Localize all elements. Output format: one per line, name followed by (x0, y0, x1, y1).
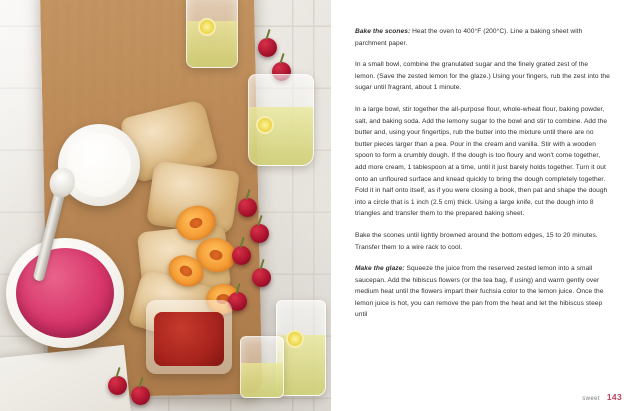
cherry (252, 268, 271, 287)
cherry (232, 246, 251, 265)
recipe-paragraph (355, 230, 610, 253)
paragraph-text: Heat the oven to 400°F (200°C). Line a baking sheet with parchment paper. (355, 28, 583, 47)
cherry (131, 386, 150, 405)
cream-bowl (58, 124, 140, 206)
paragraph-text: In a large bowl, stir together the all-purpose flour, whole-wheat flour, baking powder, salt, and baking soda. Add the lemony sugar to the bowl and stir to combine. Add the butter and, using your fingertips, rub the butter into the mixture until there are no butter pieces larger than a pea. Pour in the cream and vanilla. Stir with a wooden spoon to form a crumbly dough. If the dough is too floury and won't come together, add more cream, 1 tablespoon at a time, until it just barely holds together. Turn it out onto an unfloured surface and knead quickly to bring the dough completely together. Fold it in half onto itself, as if you were closing a book, then pat and shape the dough into a circle that is 1 inch (2.5 cm) thick. Using a large knife, cut the dough into 8 triangles and transfer them to the prepared baking sheet. (355, 105, 608, 218)
page-number: 143 (606, 392, 622, 402)
cherry (250, 224, 269, 243)
lemon-slice (286, 330, 304, 348)
page-folio (582, 392, 622, 402)
cherry (238, 198, 257, 217)
lemonade-liquid (249, 107, 313, 165)
recipe-paragraph (355, 104, 610, 220)
lemonade-glass (240, 336, 284, 398)
recipe-paragraph (355, 263, 610, 321)
recipe-paragraph (355, 26, 610, 49)
section-label: sweet (582, 396, 600, 402)
recipe-text-page (331, 0, 640, 411)
paragraph-text: Squeeze the juice from the reserved zested lemon into a small saucepan. Add the hibiscus flowers (or the tea bag, if using) and warm gently over medium heat until the flowers impart their fuchsia color to the lemon juice. Once the lemon juice is hot, you can remove the pan from the heat and let the hibiscus steep until (355, 265, 604, 319)
paragraph-lead-in: Bake the scones: (355, 28, 411, 35)
paragraph-text: In a small bowl, combine the granulated sugar and the finely grated zest of the lemon. (Save the zested lemon for the glaze.) Using your fingers, rub the zest into the sugar until fragrant, about 1 minute. (355, 61, 610, 92)
jam-jar (146, 300, 232, 374)
paragraph-text: Bake the scones until lightly browned around the bottom edges, 15 to 20 minutes. Transfer them to a wire rack to cool. (355, 231, 598, 251)
lemon-slice (256, 116, 274, 134)
lemonade-liquid (241, 363, 283, 397)
paragraph-lead-in: Make the glaze: (355, 265, 405, 273)
cherry (258, 38, 277, 57)
hibiscus-glaze-bowl (6, 238, 124, 348)
recipe-paragraph (355, 59, 610, 94)
lemon-slice (198, 18, 216, 36)
recipe-instructions (355, 26, 610, 321)
cherry (108, 376, 127, 395)
